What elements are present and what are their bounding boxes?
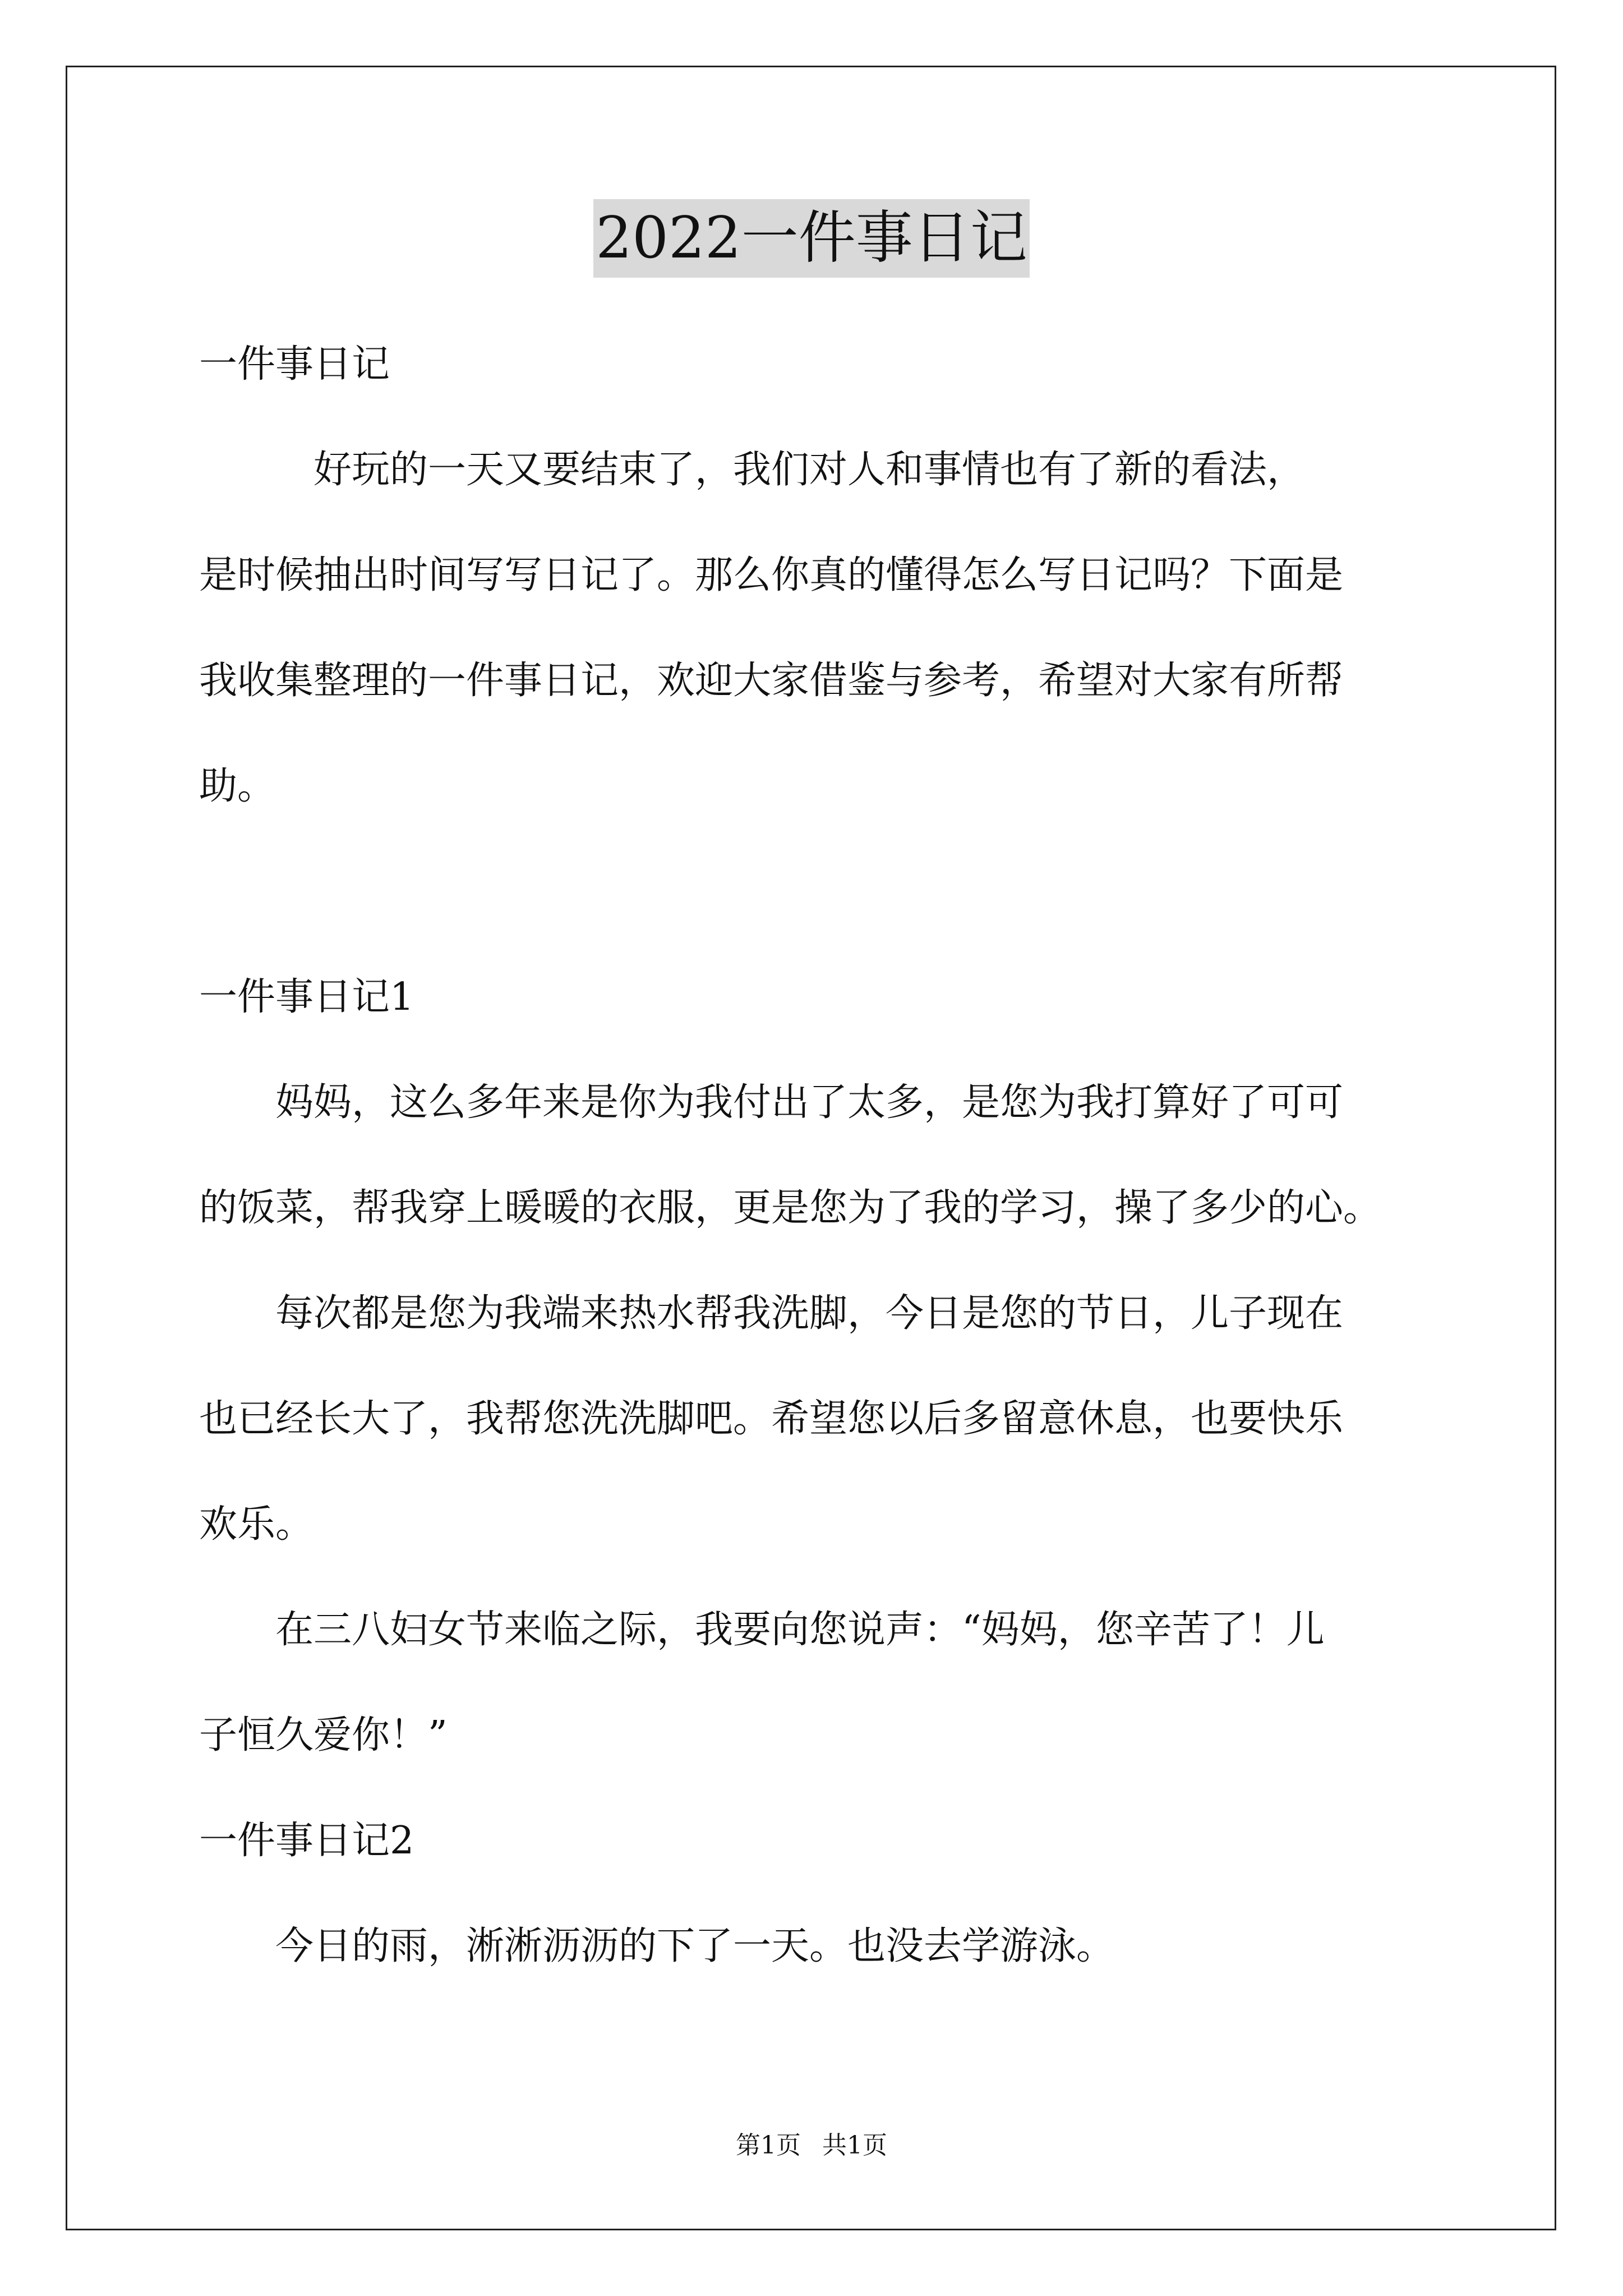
document-body [199, 337, 1455, 2024]
intro-paragraph-line: 我收集整理的一件事日记，欢迎大家借鉴与参考，希望对大家有所帮 [199, 659, 1344, 703]
diary-1-paragraph-line: 子恒久爱你！” [199, 1713, 448, 1757]
diary-1-paragraph-line: 每次都是您为我端来热水帮我洗脚，今日是您的节日，儿子现在 [199, 1291, 1344, 1336]
diary-1-heading: 一件事日记1 [199, 975, 414, 1019]
intro-paragraph-line: 好玩的一天又要结束了，我们对人和事情也有了新的看法， [199, 448, 1306, 492]
diary-1-paragraph-line: 在三八妇女节来临之际，我要向您说声：“妈妈，您辛苦了！儿 [199, 1608, 1325, 1652]
page-number-total: 共1页 [822, 2131, 887, 2160]
diary-1-paragraph-line: 也已经长大了，我帮您洗洗脚吧。希望您以后多留意休息，也要快乐 [199, 1397, 1344, 1441]
intro-paragraph-line: 助。 [199, 764, 276, 808]
intro-paragraph-line: 是时候抽出时间写写日记了。那么你真的懂得怎么写日记吗？下面是 [199, 553, 1344, 597]
document-title: 2022一件事日记 [593, 199, 1030, 278]
diary-1-paragraph-line: 欢乐。 [199, 1502, 314, 1547]
page-footer [0, 2129, 1623, 2162]
page-number-current: 第1页 [736, 2131, 801, 2160]
title-container [0, 199, 1623, 278]
diary-1-paragraph-line: 的饭菜，帮我穿上暖暖的衣服，更是您为了我的学习，操了多少的心。 [199, 1186, 1382, 1230]
diary-2-heading: 一件事日记2 [199, 1819, 414, 1863]
diary-1-paragraph-line: 妈妈，这么多年来是你为我付出了太多，是您为我打算好了可可 [199, 1080, 1344, 1125]
diary-2-paragraph-line: 今日的雨，淅淅沥沥的下了一天。也没去学游泳。 [199, 1924, 1115, 1968]
intro-heading: 一件事日记 [199, 342, 390, 386]
